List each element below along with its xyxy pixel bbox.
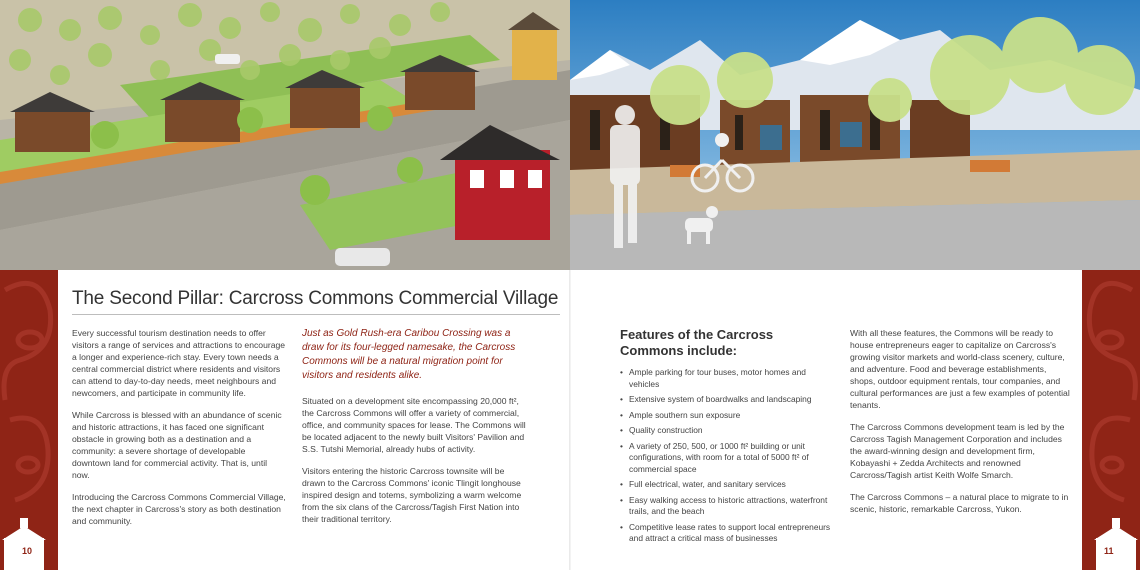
feature-item: • Ample parking for tour buses, motor homes and vehicles [620,367,838,390]
intro-paragraph: While Carcross is blessed with an abundance of scenic and historic attractions, it has faced one significant obstacle in growing both as a destination and a community: a severe shortage of developable downtown land for commercial activity. That is, until now. [72,410,282,480]
closing-paragraph: With all these features, the Commons will be ready to house entrepreneurs eager to capitalize on Carcross's growing visitor markets and world-class scenery, culture, and adventure. Food and beverage establishments, shops, outdoor equipment rentals, tour companies, and cultural performances are just a few examples of potential tenants. [850,328,1070,410]
page-number-left: 10 [22,546,33,556]
closing-paragraph: The Carcross Commons – a natural place to migrate to in scenic, historic, remarkable Carcross, Yukon. [850,492,1069,514]
street-view-illustration [570,0,1140,270]
intro-column [72,327,286,537]
page-number-right: 11 [1104,546,1114,556]
feature-item: • Quality construction [620,425,838,437]
features-list [620,367,838,549]
left-decorative-band [0,270,58,570]
feature-item: • Ample southern sun exposure [620,410,838,422]
page-title: The Second Pillar: Carcross Commons Commercial Village [72,288,559,309]
closing-paragraph: The Carcross Commons development team is led by the Carcross Tagish Management Corporation and includes the award-winning design and development firm, Kobayashi + Zedda Architects and renowned Carcross/Tagish artist Keith Wolfe Smarch. [850,422,1065,480]
pull-quote: Just as Gold Rush-era Caribou Crossing was a draw for its four-legged namesake, the Carcross Commons will be a natural migration point for visitors and residents alike. [302,328,516,381]
village-aerial-illustration [0,0,570,270]
right-decorative-band [1082,270,1140,570]
feature-item: • Easy walking access to historic attractions, waterfront trails, and the beach [620,495,838,518]
site-paragraph: Visitors entering the historic Carcross townsite will be drawn to the Carcross Commons' iconic Tlingit longhouse inspired design and totems, symbolizing a warm welcome from the six clans of the Carcross/Tagish First Nation into their traditional territory. [302,466,522,524]
page-gutter [569,270,571,570]
feature-item: • Competitive lease rates to support local entrepreneurs and attract a critical mass of businesses [620,522,838,545]
feature-item: • Full electrical, water, and sanitary services [620,479,838,491]
site-column [302,327,528,535]
intro-paragraph: Every successful tourism destination needs to offer visitors a range of services and attractions to encourage a longer and experience-rich stay. Every town needs a central commercial district where residents and visitors can attend to day-to-day needs, meet neighbours and newcomers, and participate in community life. [72,328,286,398]
intro-paragraph: Introducing the Carcross Commons Commercial Village, the next chapter in Carcross's story as both destination and community. [72,492,286,526]
feature-item: • Extensive system of boardwalks and landscaping [620,394,838,406]
title-divider [72,314,560,315]
closing-column [850,327,1072,525]
feature-item: • A variety of 250, 500, or 1000 ft² building or unit configurations, with room for a total of 5000 ft² of commercial space [620,441,838,476]
site-paragraph: Situated on a development site encompassing 20,000 ft², the Carcross Commons will offer a variety of commercial, office, and community spaces for lease. The Commons will be located adjacent to the newly built Visitors' Pavilion and S.S. Tutshi Memorial, already hubs of activity. [302,396,526,454]
features-heading: Features of the Carcross Commons include: [620,327,774,358]
